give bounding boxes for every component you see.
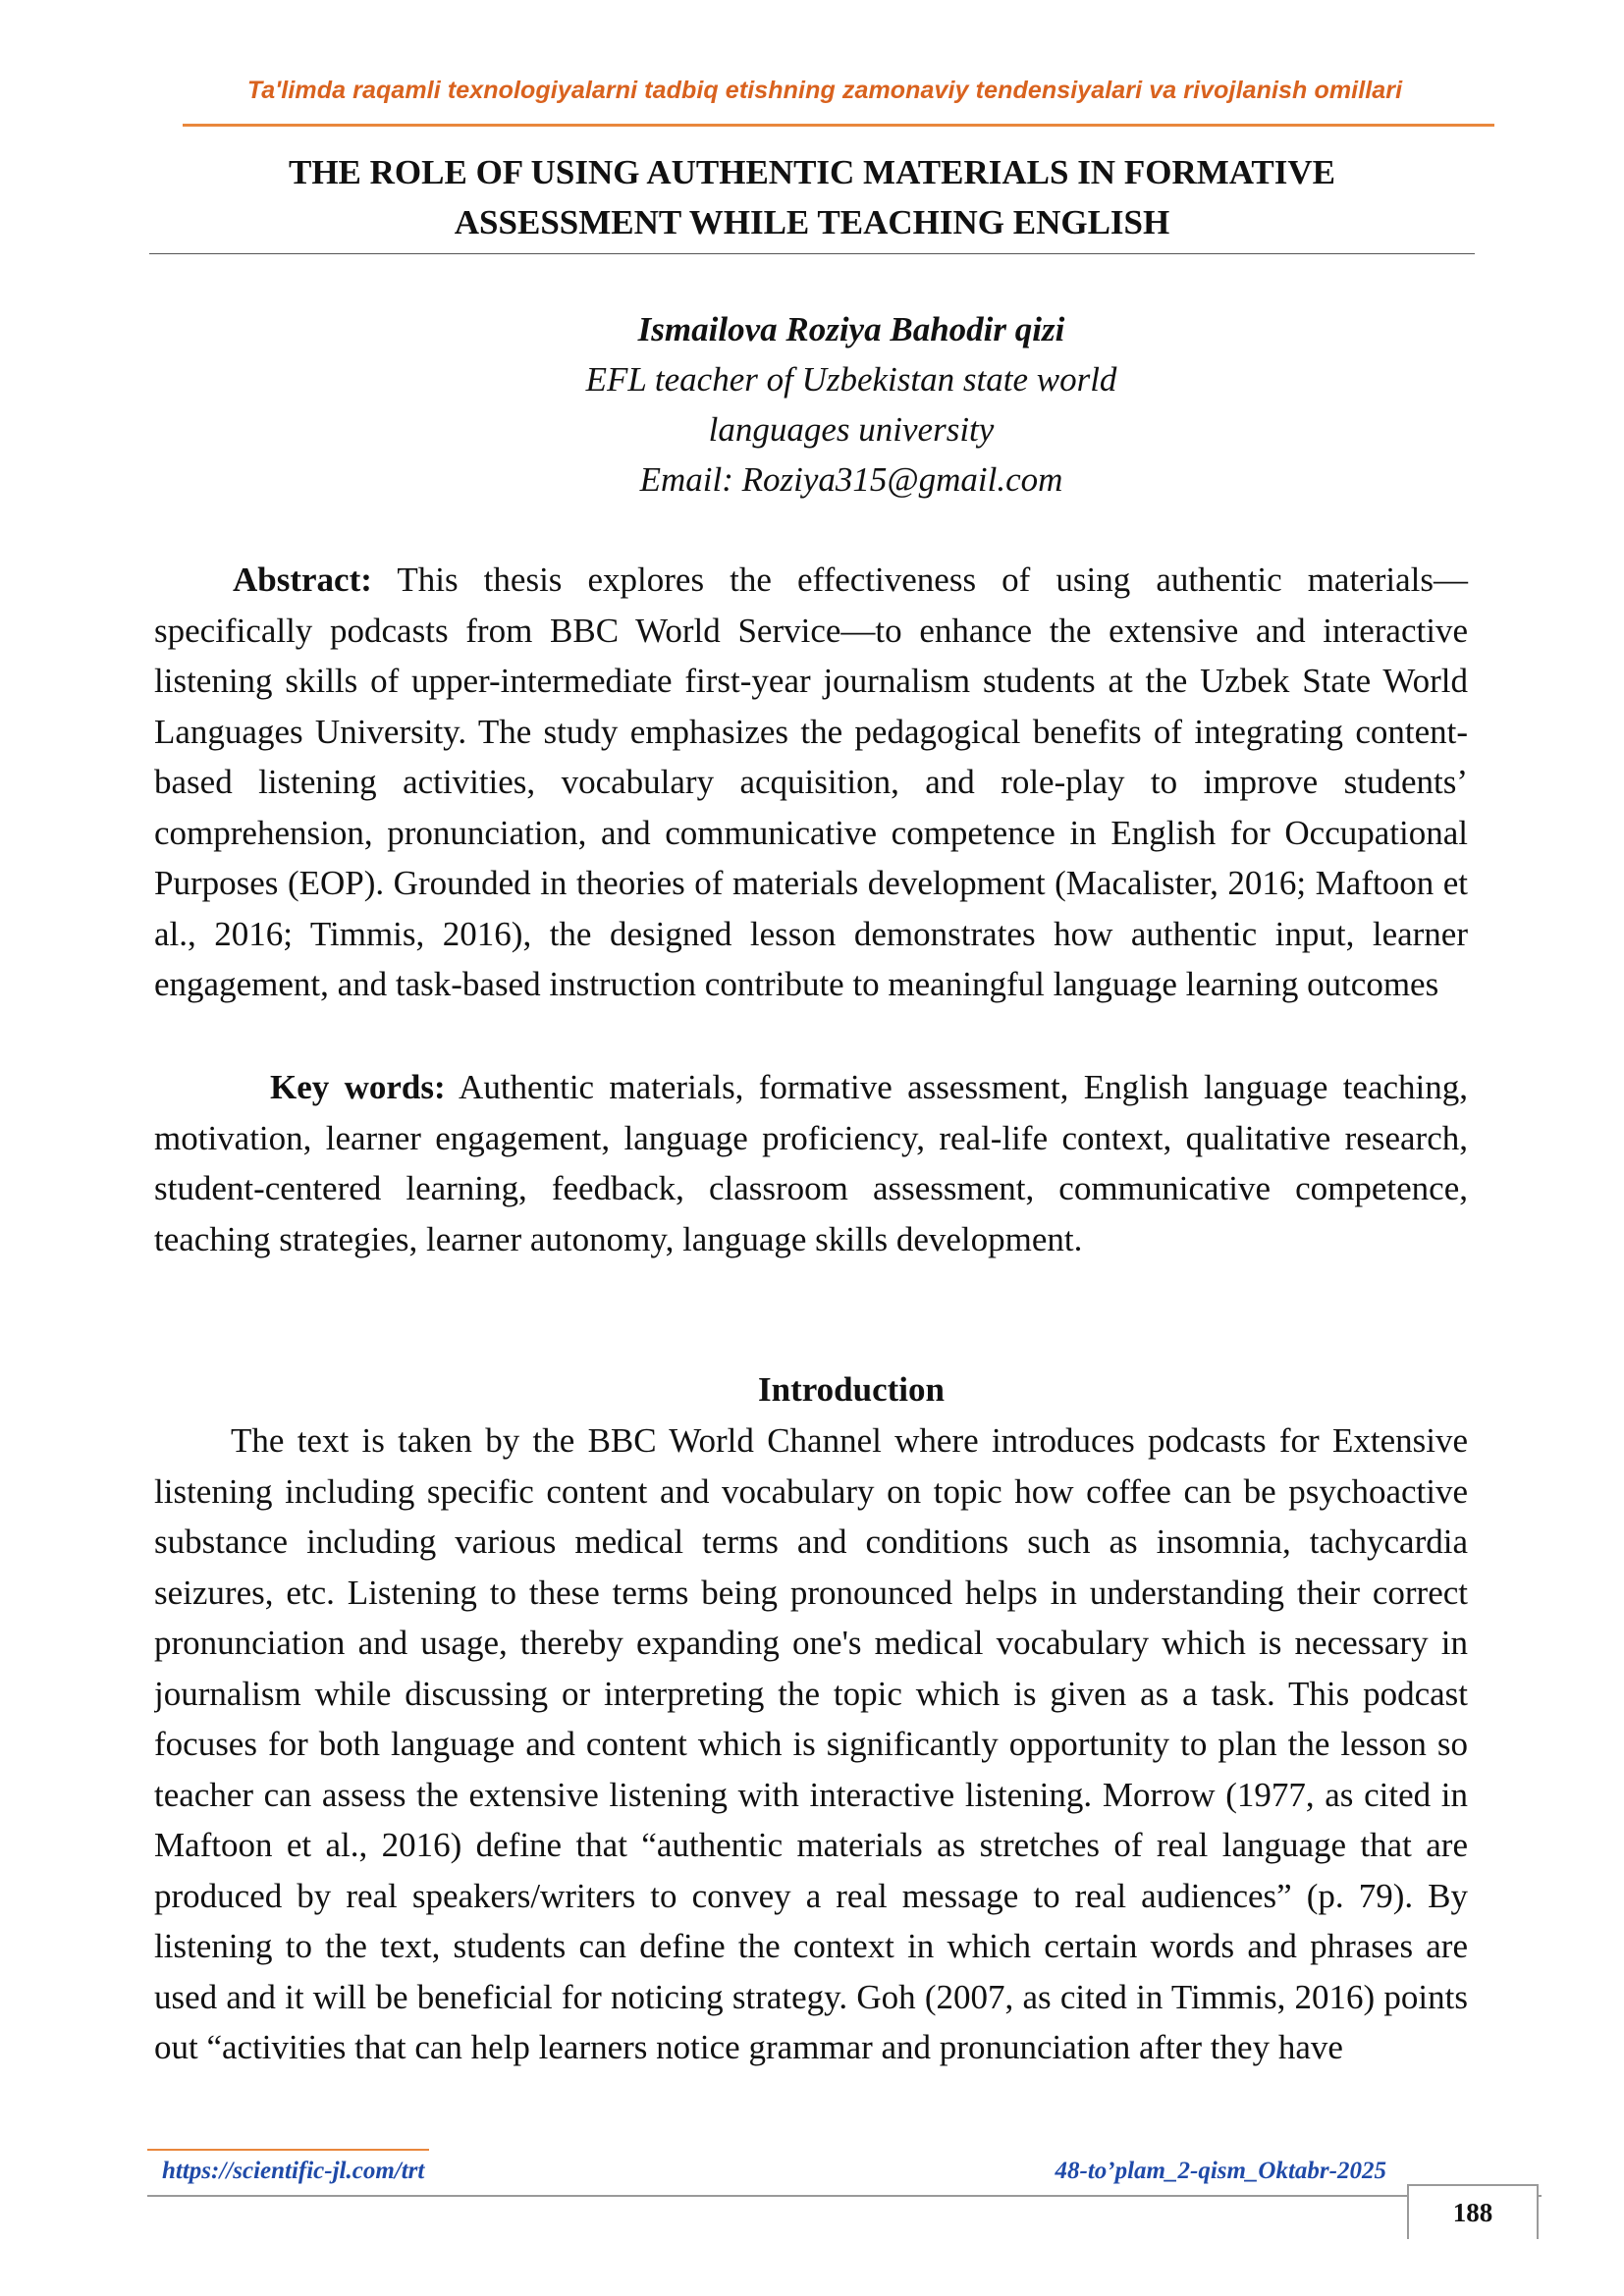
abstract-text: This thesis explores the effectiveness of using authentic materials—specifically podcasts from BBC World Service—to enhance the extensive and interactive listening skills of upper-intermediate first-year journalism students at the Uzbek State World Languages University. The study emphasizes the pedagogical benefits of integrating content-based listening activities, vocabulary acquisition, and role-play to improve students’ comprehension, pronunciation, and communicative competence in English for Occupational Purposes (EOP). Grounded in theories of materials development (Macalister, 2016; Maftoon et al., 2016; Timmis, 2016), the designed lesson demonstrates how authentic input, learner engagement, and task-based instruction contribute to meaningful language learning outcomes [154, 561, 1468, 1003]
affiliation-line-2: languages university [708, 410, 995, 449]
keywords-paragraph [154, 1062, 1468, 1264]
journal-url-link[interactable]: https://scientific-jl.com/trt [162, 2158, 425, 2184]
author-block [334, 304, 1369, 505]
title-divider [149, 253, 1475, 254]
issue-label: 48-to’plam_2-qism_Oktabr-2025 [1055, 2158, 1386, 2184]
page-number: 188 [1452, 2198, 1493, 2227]
abstract-paragraph [154, 555, 1468, 1010]
keywords-label: Key words: [270, 1068, 446, 1106]
footer-accent-divider [147, 2149, 429, 2151]
running-header: Ta'limda raqamli texnologiyalarni tadbiq etishning zamonaviy tendensiyalari va rivojlanish omillari [246, 77, 1403, 104]
introduction-paragraph: The text is taken by the BBC World Channel where introduces podcasts for Extensive listening including specific content and vocabulary on topic how coffee can be psychoactive substance including various medical terms and conditions such as insomnia, tachycardia seizures, etc. Listening to these terms being pronounced helps in understanding their correct pronunciation and usage, thereby expanding one's medical vocabulary which is necessary in journalism while discussing or interpreting the topic which is given as a task. This podcast focuses for both language and content which is significantly opportunity to plan the lesson so teacher can assess the extensive listening with interactive listening. Morrow (1977, as cited in Maftoon et al., 2016) define that “authentic materials as stretches of real language that are produced by real speakers/writers to convey a real message to real audiences” (p. 79). By listening to the text, students can define the context in which certain words and phrases are used and it will be beneficial for noticing strategy. Goh (2007, as cited in Timmis, 2016) points out “activities that can help learners notice grammar and pronunciation after they have [154, 1421, 1468, 2066]
introduction-heading: Introduction [758, 1370, 945, 1409]
article-title [147, 147, 1477, 247]
page-number-box [1407, 2184, 1539, 2239]
author-email: Email: Roziya315@gmail.com [639, 460, 1063, 499]
footer-divider [147, 2195, 1542, 2197]
header-divider [183, 124, 1494, 127]
article-title-line-2: ASSESSMENT WHILE TEACHING ENGLISH [454, 203, 1170, 241]
author-name: Ismailova Roziya Bahodir qizi [637, 310, 1065, 348]
article-title-line-1: THE ROLE OF USING AUTHENTIC MATERIALS IN FORMATIVE [288, 153, 1336, 191]
affiliation-line-1: EFL teacher of Uzbekistan state world [585, 360, 1117, 399]
abstract-label: Abstract: [233, 561, 372, 599]
keywords-text: Authentic materials, formative assessment, English language teaching, motivation, learner engagement, language proficiency, real-life context, qualitative research, student-centered learning, feedback, classroom assessment, communicative competence, teaching strategies, learner autonomy, language skills development. [154, 1068, 1469, 1258]
